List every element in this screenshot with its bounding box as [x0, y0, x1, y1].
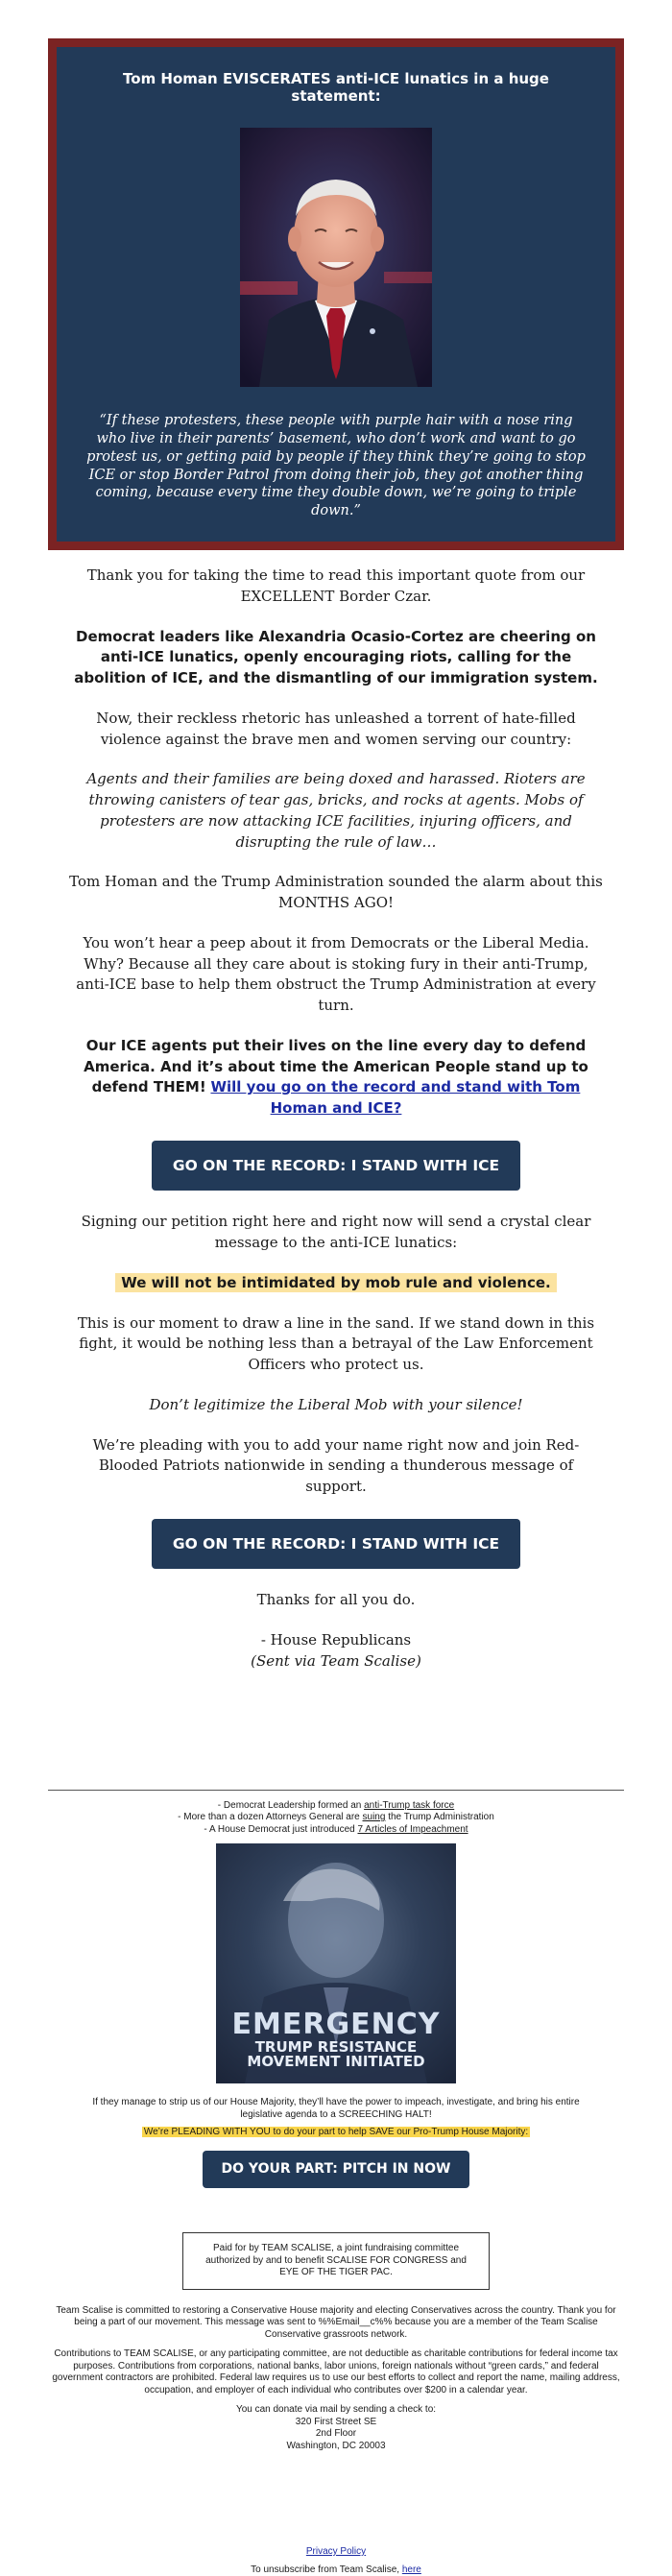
- emergency-line-2: TRUMP RESISTANCE: [216, 2040, 456, 2056]
- thanks-line: Thanks for all you do.: [67, 1590, 605, 1611]
- mail-intro: You can donate via mail by sending a check to:: [48, 2404, 624, 2417]
- stand-with-ice-link[interactable]: Will you go on the record and stand with Tom Homan and ICE?: [210, 1078, 580, 1117]
- hero-frame: [48, 38, 624, 550]
- emergency-line-3: MOVEMENT INITIATED: [216, 2055, 456, 2070]
- bullet-text: - Democrat Leadership formed an: [218, 1800, 364, 1811]
- bullet-text: - More than a dozen Attorneys General are: [178, 1812, 362, 1822]
- democrat-leaders-paragraph: Democrat leaders like Alexandria Ocasio-Cortez are cheering on anti-ICE lunatics, openly encouraging riots, calling for the abolition of ICE, and the dismantling of our immigration system.: [67, 627, 605, 689]
- news-bullets: [48, 1800, 624, 1837]
- bullet-item: [48, 1800, 624, 1813]
- pleading-highlight: We’re PLEADING WITH YOU to do your part to help SAVE our Pro-Trump House Majority:: [142, 2127, 530, 2137]
- address-line: 2nd Floor: [48, 2428, 624, 2441]
- signoff-block: [67, 1630, 605, 1673]
- bullet-item: [48, 1824, 624, 1837]
- portrait-illustration: [240, 128, 432, 387]
- intro-paragraph: Thank you for taking the time to read this important quote from our EXCELLENT Border Czar.: [67, 566, 605, 608]
- emergency-word: EMERGENCY: [216, 2010, 456, 2040]
- mailing-address: [48, 2404, 624, 2452]
- bullet-link[interactable]: suing: [363, 1812, 386, 1822]
- bullet-link[interactable]: anti-Trump task force: [364, 1800, 454, 1811]
- stand-with-ice-button-1[interactable]: GO ON THE RECORD: I STAND WITH ICE: [152, 1141, 520, 1191]
- bullet-link[interactable]: 7 Articles of Impeachment: [358, 1824, 468, 1835]
- email-page: [0, 38, 672, 2576]
- bullet-item: [48, 1812, 624, 1824]
- unsubscribe-line: [48, 2564, 624, 2576]
- footer-divider: [48, 1790, 624, 1791]
- signoff: - House Republicans: [261, 1631, 411, 1649]
- privacy-policy-link[interactable]: Privacy Policy: [306, 2546, 366, 2557]
- mob-rule-line: [67, 1273, 605, 1294]
- address-line: Washington, DC 20003: [48, 2441, 624, 2453]
- pleading-paragraph: We’re pleading with you to add your name right now and join Red-Blooded Patriots nationwide in sending a thunderous message of support.: [67, 1435, 605, 1498]
- footer-links: [48, 2546, 624, 2576]
- pitch-in-button[interactable]: DO YOUR PART: PITCH IN NOW: [203, 2151, 470, 2189]
- bullet-text: - A House Democrat just introduced: [204, 1824, 357, 1835]
- contributions-disclaimer: Contributions to TEAM SCALISE, or any participating committee, are not deductible as charitable contributions for federal income tax purposes. Contributions from corporations, national banks, labor unions, foreign nationals without “green cards,” and federal government contractors are prohibited. Federal law requires us to use our best efforts to collect and report the name, mailing address, occupation, and employer of each individual who contributes over $200 in a calendar year.: [48, 2348, 624, 2396]
- unsubscribe-text: To unsubscribe from Team Scalise,: [251, 2564, 402, 2575]
- hero-title: Tom Homan EVISCERATES anti-ICE lunatics in a huge statement:: [80, 70, 592, 105]
- bullet-text: the Trump Administration: [385, 1812, 493, 1822]
- mob-rule-highlight: We will not be intimidated by mob rule and violence.: [115, 1273, 556, 1292]
- line-in-sand-paragraph: This is our moment to draw a line in the sand. If we stand down in this fight, it would be nothing less than a betrayal of the Law Enforcement Officers who protect us.: [67, 1313, 605, 1376]
- alarm-paragraph: Tom Homan and the Trump Administration sounded the alarm about this MONTHS AGO!: [67, 872, 605, 914]
- stand-with-ice-button-2[interactable]: GO ON THE RECORD: I STAND WITH ICE: [152, 1519, 520, 1569]
- emergency-banner-image[interactable]: [216, 1843, 456, 2083]
- rhetoric-paragraph: Now, their reckless rhetoric has unleashed a torrent of hate-filled violence against the brave men and women serving our country:: [67, 709, 605, 751]
- sent-via: (Sent via Team Scalise): [251, 1652, 421, 1670]
- petition-paragraph: Signing our petition right here and right now will send a crystal clear message to the anti-ICE lunatics:: [67, 1212, 605, 1254]
- majority-warning: If they manage to strip us of our House Majority, they’ll have the power to impeach, investigate, and bring his entire legislative agenda to a SCREECHING HALT!: [86, 2097, 586, 2121]
- email-body: [67, 566, 605, 1672]
- pleading-line: [48, 2127, 624, 2139]
- committed-text: Team Scalise is committed to restoring a Conservative House majority and electing Conservatives across the country. Thank you for being a part of our movement. This message was sent to %%Email__c%% because you are a member of the Team Scalise Conservative grassroots network.: [48, 2305, 624, 2342]
- silence-paragraph: Don’t legitimize the Liberal Mob with your silence!: [67, 1395, 605, 1416]
- unsubscribe-link[interactable]: here: [402, 2564, 421, 2575]
- address-line: 320 First Street SE: [48, 2417, 624, 2429]
- homan-portrait-image: [240, 128, 432, 387]
- hero-panel: [57, 47, 615, 542]
- emergency-caption: [216, 2010, 456, 2070]
- defend-paragraph: [67, 1036, 605, 1119]
- homan-quote: “If these protesters, these people with purple hair with a nose ring who live in their parents’ basement, who don’t work and want to go protest us, or getting paid by people if they think they’re going to stop ICE or stop Border Patrol from doing their job, they got another thing coming, because every time they double down, we’re going to triple down.”: [84, 412, 588, 520]
- agents-paragraph: Agents and their families are being doxed and harassed. Rioters are throwing canisters of tear gas, bricks, and rocks at agents. Mobs of protesters are now attacking ICE facilities, injuring officers, and disrupting the rule of law…: [67, 769, 605, 853]
- defend-text: Our ICE agents put their lives on the line every day to defend America. And it’s about time the American People stand up to defend THEM!: [84, 1037, 588, 1096]
- media-paragraph: You won’t hear a peep about it from Democrats or the Liberal Media. Why? Because all they care about is stoking fury in their anti-Trump, anti-ICE base to help them obstruct the Trump Administration at every turn.: [67, 933, 605, 1017]
- paid-for-box: Paid for by TEAM SCALISE, a joint fundraising committee authorized by and to benefit SCALISE FOR CONGRESS and EYE OF THE TIGER PAC.: [182, 2232, 490, 2290]
- footer: [48, 1800, 624, 2576]
